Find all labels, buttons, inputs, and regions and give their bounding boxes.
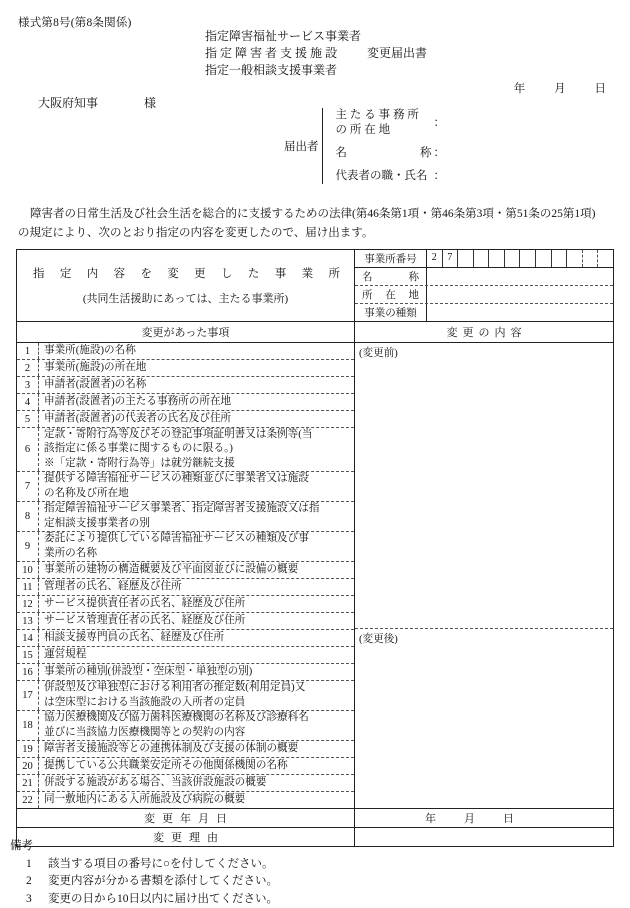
table-row[interactable]	[17, 579, 354, 596]
item-number: 12	[17, 596, 39, 612]
item-number: 6	[17, 428, 39, 471]
item-number: 7	[17, 472, 39, 501]
item-text-line: の名称及び所在地	[44, 487, 351, 501]
change-notification-table	[16, 249, 614, 847]
table-row[interactable]	[17, 472, 354, 502]
submitter-office-colon: ：	[434, 116, 446, 131]
item-text-line: 定款・寄附行為等及びその登記事項証明書又は条例等(当	[44, 428, 351, 442]
item-text	[39, 428, 354, 471]
title-char: を	[140, 265, 152, 281]
item-text: 相談支援専門員の氏名、経歴及び住所	[39, 630, 354, 646]
title-char: た	[248, 265, 260, 281]
item-number: 22	[17, 792, 39, 808]
after-change-label: (変更後)	[359, 634, 398, 645]
office-number-digit[interactable]	[474, 250, 490, 267]
item-text: 申請者(設置者)の代表者の氏名及び住所	[39, 411, 354, 427]
office-address-row	[355, 286, 613, 304]
label-char: 名	[362, 269, 373, 284]
submitter-field-representative	[336, 168, 446, 184]
item-number: 10	[17, 562, 39, 578]
table-row[interactable]	[17, 596, 354, 613]
after-change-area[interactable]	[355, 629, 613, 808]
item-text-line: 定相談支援事業者の別	[44, 517, 351, 531]
office-address-value[interactable]	[427, 286, 613, 303]
remark-text: 変更の日から10日以内に届け出てください。	[48, 893, 278, 905]
table-row[interactable]	[17, 630, 354, 647]
change-date-month: 月	[464, 810, 475, 826]
title-line-1: 指定障害福祉サービス事業者	[205, 28, 357, 45]
office-number-row	[355, 250, 613, 268]
remark-text: 変更内容が分かる書類を添付してください。	[48, 875, 278, 887]
changed-office-title	[25, 265, 346, 281]
table-row[interactable]	[17, 664, 354, 681]
table-row[interactable]	[17, 681, 354, 711]
header-change-content-text: 変更の内容	[442, 324, 527, 340]
item-number: 17	[17, 681, 39, 710]
item-text	[39, 502, 354, 531]
submitter-field-name	[336, 145, 446, 161]
item-text-line: は空床型における当該施設の入所者の定員	[44, 696, 351, 710]
title-char: 変	[167, 265, 179, 281]
remark-text: 該当する項目の番号に○を付してください。	[48, 858, 273, 870]
office-name-label	[355, 268, 427, 285]
item-text	[39, 472, 354, 501]
spacer	[336, 138, 446, 145]
remarks-section	[8, 838, 278, 908]
item-number: 8	[17, 502, 39, 531]
item-number: 14	[17, 630, 39, 646]
title-line-3: 指定一般相談支援事業者	[205, 62, 357, 79]
date-day-label: 日	[595, 83, 607, 95]
legal-statement	[18, 205, 618, 243]
submitter-block	[284, 108, 445, 184]
changed-office-title-cell	[17, 250, 355, 321]
title-suffix: 変更届出書	[367, 45, 427, 62]
before-change-area[interactable]	[355, 343, 613, 629]
office-number-digit[interactable]	[520, 250, 536, 267]
office-number-digit[interactable]: 7	[443, 250, 459, 267]
submission-date-line	[514, 80, 606, 96]
change-date-day: 日	[503, 810, 514, 826]
changed-office-subtitle: (共同生活援助にあっては、主たる事業所)	[25, 290, 346, 306]
remark-item	[8, 891, 278, 908]
office-number-digit[interactable]	[536, 250, 552, 267]
item-text-line: 業所の名称	[44, 547, 351, 561]
item-text-line: 委託により提供している障害福祉サービスの種類及び事	[44, 532, 351, 546]
item-text-line: 指定障害福祉サービス事業者、指定障害者支援施設又は指	[44, 502, 351, 516]
title-line-2: 指 定 障 害 者 支 援 施 設	[205, 45, 357, 62]
table-row[interactable]	[17, 792, 354, 808]
label-char: 在	[385, 287, 396, 302]
change-date-value[interactable]	[355, 809, 613, 827]
change-reason-label-text: 変更理由	[146, 829, 225, 845]
title-char: 定	[60, 265, 72, 281]
office-number-digit[interactable]	[489, 250, 505, 267]
title-char: 内	[87, 265, 99, 281]
changed-items-column	[17, 343, 355, 808]
item-number: 20	[17, 758, 39, 774]
office-number-digit[interactable]	[505, 250, 521, 267]
item-text-line: 該指定に係る事業に関するものに限る。)	[44, 442, 351, 456]
item-number: 16	[17, 664, 39, 680]
table-row[interactable]	[17, 775, 354, 792]
item-text-line: 協力医療機関及び協力歯科医療機関の名称及び診療科名	[44, 711, 351, 725]
table-row[interactable]	[17, 428, 354, 472]
office-number-digit[interactable]	[598, 250, 613, 267]
remark-number: 3	[26, 891, 48, 908]
table-row[interactable]	[17, 647, 354, 664]
item-text: 申請者(設置者)の主たる事務所の所在地	[39, 394, 354, 410]
submitter-rep-label: 代表者の職・氏名	[336, 168, 432, 184]
addressee-name: 大阪府知事	[38, 96, 98, 110]
addressee	[38, 94, 156, 111]
title-char: 指	[33, 265, 45, 281]
title-char: 所	[328, 265, 340, 281]
table-body	[17, 343, 613, 808]
label-char: 称	[409, 269, 420, 284]
item-text	[39, 532, 354, 561]
item-text: 事業所の種別(併設型・空床型・単独型の別)	[39, 664, 354, 680]
office-number-digit[interactable]	[583, 250, 599, 267]
item-text: 事業所(施設)の名称	[39, 343, 354, 359]
item-number: 3	[17, 377, 39, 393]
office-address-label	[355, 286, 427, 303]
submitter-name-colon: ：	[434, 145, 446, 161]
office-business-type-value[interactable]	[427, 304, 613, 321]
header-change-content	[355, 322, 613, 342]
item-number: 21	[17, 775, 39, 791]
date-year-label: 年	[514, 83, 526, 95]
item-text: 同一敷地内にある入所施設及び病院の概要	[39, 792, 354, 808]
label-char: 地	[409, 287, 420, 302]
label-char: 所	[362, 287, 373, 302]
item-text	[39, 681, 354, 710]
item-text: 障害者支援施設等との連携体制及び支援の体制の概要	[39, 741, 354, 757]
remarks-title: 備考	[10, 838, 278, 856]
item-number: 15	[17, 647, 39, 663]
title-char: 事	[275, 265, 287, 281]
remark-number: 2	[26, 873, 48, 891]
table-row[interactable]	[17, 532, 354, 562]
submitter-name-label-a: 名	[336, 145, 348, 161]
change-date-row	[17, 808, 613, 828]
remark-item	[8, 873, 278, 891]
item-text: 提携している公共職業安定所その他関係機関の名称	[39, 758, 354, 774]
table-row[interactable]	[17, 711, 354, 741]
item-number: 11	[17, 579, 39, 595]
table-row[interactable]	[17, 343, 354, 360]
item-text-line: 提供する障害福祉サービスの種類並びに事業者又は施設	[44, 472, 351, 486]
document-title	[205, 28, 427, 79]
title-char: 容	[114, 265, 126, 281]
item-text: 管理者の氏名、経歴及び住所	[39, 579, 354, 595]
office-number-cells[interactable]	[427, 250, 613, 267]
change-date-label-text: 変更年月日	[137, 810, 234, 826]
before-change-label: (変更前)	[359, 348, 398, 359]
title-char: 更	[194, 265, 206, 281]
submitter-field-main-office	[336, 108, 446, 138]
legal-line-2: の規定により、次のとおり指定の内容を変更したので、届け出ます。	[18, 224, 618, 243]
remark-number: 1	[26, 856, 48, 874]
change-date-label	[17, 809, 355, 827]
office-name-row	[355, 268, 613, 286]
title-char: し	[221, 265, 233, 281]
office-number-digit[interactable]: 2	[427, 250, 443, 267]
item-text: 運営規程	[39, 647, 354, 663]
office-number-digit[interactable]	[458, 250, 474, 267]
form-code: 様式第8号(第8条関係)	[18, 14, 132, 30]
office-business-type-label: 事業の種類	[355, 304, 427, 321]
office-number-digit[interactable]	[567, 250, 583, 267]
item-text: 申請者(設置者)の名称	[39, 377, 354, 393]
submitter-office-line1: 主 た る 事 務 所	[336, 108, 432, 123]
item-text: サービス提供責任者の氏名、経歴及び住所	[39, 596, 354, 612]
office-business-type-row	[355, 304, 613, 321]
office-number-digit[interactable]	[552, 250, 568, 267]
table-top-band	[17, 250, 613, 322]
item-number: 1	[17, 343, 39, 359]
table-row[interactable]	[17, 741, 354, 758]
date-month-label: 月	[554, 83, 566, 95]
item-number: 19	[17, 741, 39, 757]
remark-item	[8, 856, 278, 874]
submitter-office-line2: の 所 在 地	[336, 123, 432, 138]
legal-line-1: 障害者の日常生活及び社会生活を総合的に支援するための法律(第46条第1項・第46条第3項・第51条の25第1項)	[18, 205, 618, 224]
title-char: 業	[302, 265, 314, 281]
brace-icon	[322, 108, 330, 184]
table-row[interactable]	[17, 394, 354, 411]
item-text: サービス管理責任者の氏名、経歴及び住所	[39, 613, 354, 629]
addressee-honorific: 様	[144, 96, 156, 110]
item-number: 13	[17, 613, 39, 629]
submitter-label: 届出者	[284, 138, 319, 154]
item-number: 5	[17, 411, 39, 427]
submitter-rep-colon: ：	[434, 168, 446, 184]
item-text: 併設する施設がある場合、当該併設施設の概要	[39, 775, 354, 791]
item-number: 18	[17, 711, 39, 740]
item-text-line: 併設型及び単独型における利用者の推定数(利用定員)又	[44, 681, 351, 695]
item-number: 2	[17, 360, 39, 376]
office-name-value[interactable]	[427, 268, 613, 285]
office-info-block	[355, 250, 613, 321]
table-row[interactable]	[17, 613, 354, 630]
change-content-column	[355, 343, 613, 808]
table-row[interactable]	[17, 562, 354, 579]
item-text-note: ※「定款・寄附行為等」は就労継続支援	[44, 457, 351, 471]
table-row[interactable]	[17, 411, 354, 428]
item-text: 事業所の建物の構造概要及び平面図並びに設備の概要	[39, 562, 354, 578]
item-number: 9	[17, 532, 39, 561]
spacer	[336, 161, 446, 168]
item-number: 4	[17, 394, 39, 410]
change-date-year: 年	[425, 810, 436, 826]
item-text: 事業所(施設)の所在地	[39, 360, 354, 376]
item-text-line: 並びに当該協力医療機関等との契約の内容	[44, 726, 351, 740]
office-number-label: 事業所番号	[355, 250, 427, 267]
table-row[interactable]	[17, 377, 354, 394]
table-column-headers	[17, 322, 613, 343]
table-row[interactable]	[17, 502, 354, 532]
item-text	[39, 711, 354, 740]
table-row[interactable]	[17, 758, 354, 775]
submitter-name-label-b: 称	[420, 145, 432, 161]
change-reason-value[interactable]	[355, 828, 613, 846]
header-changed-items: 変更があった事項	[17, 322, 355, 342]
table-row[interactable]	[17, 360, 354, 377]
